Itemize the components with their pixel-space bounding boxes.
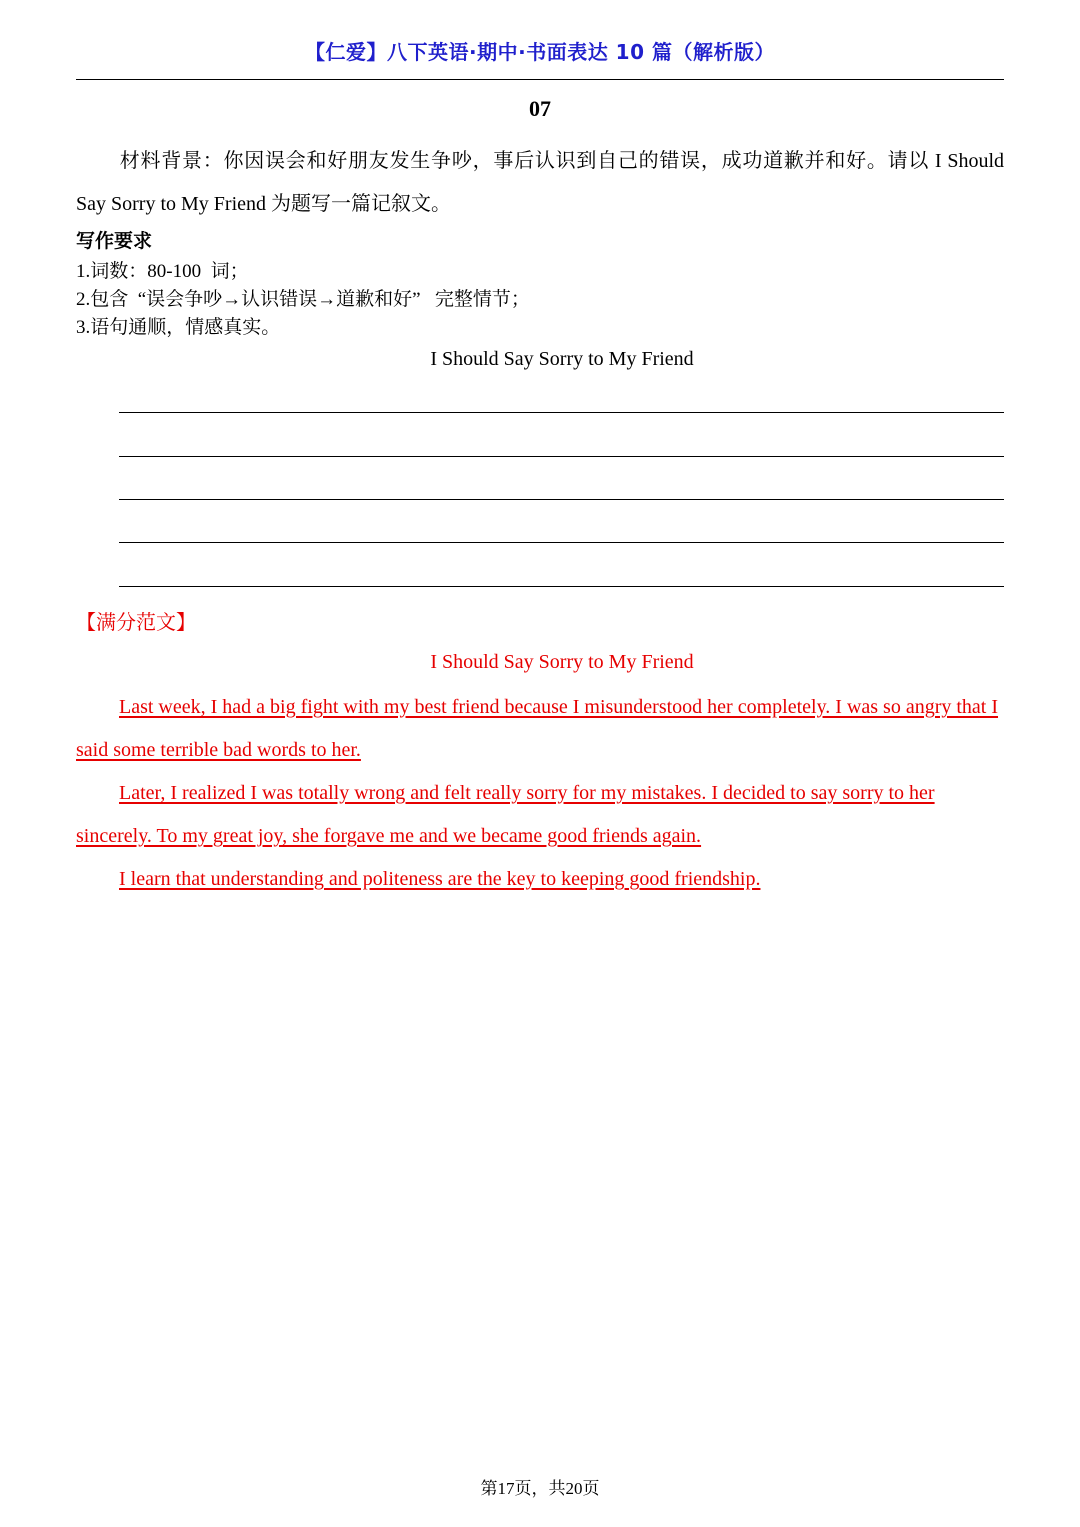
writing-line [119,586,1004,587]
background-text: 材料背景：你因误会和好朋友发生争吵，事后认识到自己的错误，成功道歉并和好。请以 I Should Say Sorry to My Friend 为题写一篇记叙文。 [76,150,1004,215]
model-paragraph [76,686,1004,772]
essay-title: I Should Say Sorry to My Friend [430,348,694,370]
item-number: 07 [529,96,551,121]
header-rule [76,79,1004,80]
model-paragraph-text: I learn that understanding and politeness are the key to keeping good friendship. [119,868,761,890]
requirement-item: 3.语句通顺，情感真实。 [76,317,281,338]
requirements-heading: 写作要求 [76,230,153,252]
writing-line [119,542,1004,543]
model-essay-title: I Should Say Sorry to My Friend [430,651,694,673]
requirement-item: 1.词数：80-100 词； [76,261,249,282]
model-paragraph-text: Later, I realized I was totally wrong and felt really sorry for my mistakes. I decided to say sorry to her sincerely. To my great joy, she forgave me and we became good friends again. [76,782,935,847]
background-paragraph [76,140,1004,226]
writing-line [119,456,1004,457]
model-paragraph [76,772,1004,858]
model-paragraph [76,858,1004,901]
model-essay-heading: 【满分范文】 [76,612,196,634]
model-paragraph-text: Last week, I had a big fight with my best friend because I misunderstood her completely. I was so angry that I said some terrible bad words to her. [76,696,999,761]
header-title: 【仁爱】八下英语·期中·书面表达 10 篇（解析版） [305,40,775,64]
requirement-item: 2.包含 “误会争吵→认识错误→道歉和好” 完整情节； [76,289,530,310]
page-footer: 第17页，共20页 [480,1479,600,1498]
writing-line [119,412,1004,413]
writing-line [119,499,1004,500]
